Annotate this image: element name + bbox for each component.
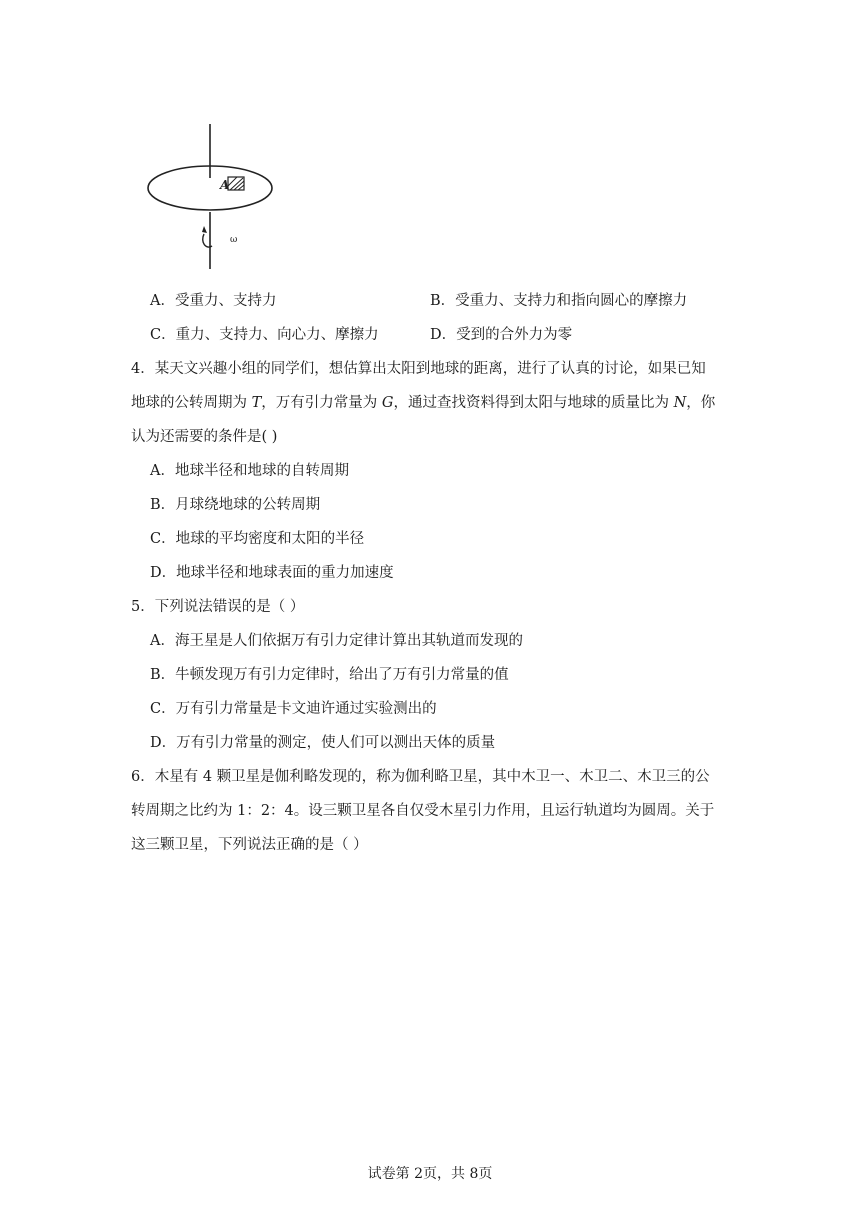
q4-stem-line1: 4．某天文兴趣小组的同学们，想估算出太阳到地球的距离，进行了认真的讨论，如果已知 [131, 361, 706, 377]
q3-option-a: A．受重力、支持力 [150, 293, 277, 309]
q6-stem-line1: 6．木星有 4 颗卫星是伽利略发现的，称为伽利略卫星，其中木卫一、木卫二、木卫三的公 [131, 769, 710, 785]
rotating-disc-figure [140, 122, 280, 272]
q5-stem: 5．下列说法错误的是（ ） [131, 599, 305, 615]
q4-stem-line2: 地球的公转周期为 T，万有引力常量为 G，通过查找资料得到太阳与地球的质量比为 N，你 [131, 395, 716, 411]
omega-label: ω [230, 235, 238, 245]
q5-option-d: D．万有引力常量的测定，使人们可以测出天体的质量 [150, 735, 496, 751]
q4-stem-line3: 认为还需要的条件是( ) [131, 429, 278, 445]
q3-option-b: B．受重力、支持力和指向圆心的摩擦力 [430, 293, 688, 309]
q5-option-a: A．海王星是人们依据万有引力定律计算出其轨道而发现的 [150, 633, 523, 649]
q4-option-b: B．月球绕地球的公转周期 [150, 497, 321, 513]
q5-option-c: C．万有引力常量是卡文迪许通过实验测出的 [150, 701, 437, 717]
q4-option-d: D．地球半径和地球表面的重力加速度 [150, 565, 394, 581]
q6-stem-line3: 这三颗卫星，下列说法正确的是（ ） [131, 837, 368, 853]
q4-option-c: C．地球的平均密度和太阳的半径 [150, 531, 365, 547]
q3-option-c: C．重力、支持力、向心力、摩擦力 [150, 327, 379, 343]
q4-option-a: A．地球半径和地球的自转周期 [150, 463, 349, 479]
page-footer: 试卷第 2页，共 8页 [367, 1166, 493, 1182]
block-label: A [220, 178, 230, 192]
q3-option-d: D．受到的合外力为零 [430, 327, 573, 343]
q5-option-b: B．牛顿发现万有引力定律时，给出了万有引力常量的值 [150, 667, 509, 683]
q6-stem-line2: 转周期之比约为 1：2：4。设三颗卫星各自仅受木星引力作用，且运行轨道均为圆周。关于 [131, 803, 715, 819]
